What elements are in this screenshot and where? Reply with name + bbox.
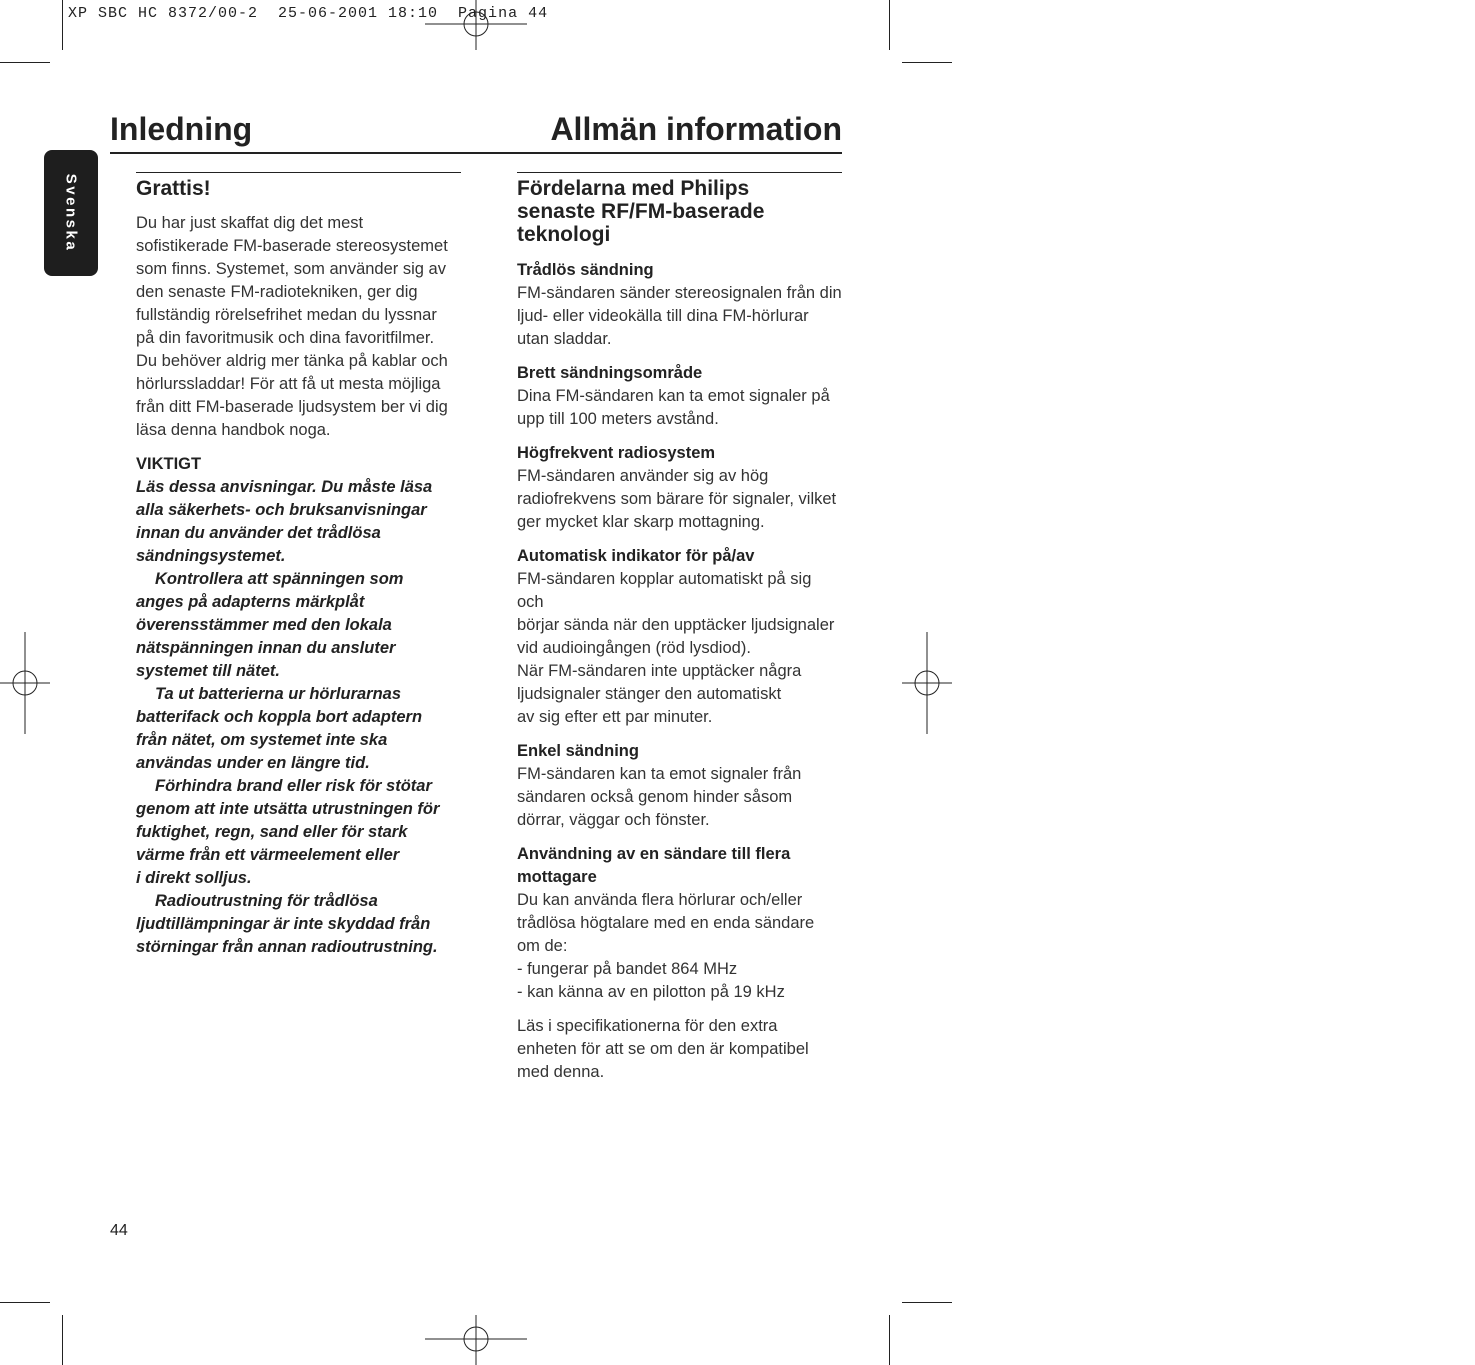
feature-section [517, 740, 842, 832]
important-notice [136, 453, 461, 959]
feature-title: Användning av en sändare till flera [517, 845, 791, 863]
text-line: anges på adapterns märkplåt [136, 593, 365, 611]
text-line: FM-sändaren kopplar automatiskt på sig och [517, 570, 812, 611]
page-number: 44 [110, 1222, 128, 1239]
text-line: med denna. [517, 1063, 605, 1081]
feature-section [517, 545, 842, 729]
text-line: Förhindra brand eller risk för stötar [155, 777, 432, 795]
congrats-heading: Grattis! [136, 177, 211, 200]
text-line: från nätet, om systemet inte ska [136, 731, 388, 749]
feature-title: mottagare [517, 868, 597, 886]
text-line: om de: [517, 937, 568, 955]
text-line: nätspänningen innan du ansluter [136, 639, 396, 657]
registration-mark-icon [425, 0, 527, 50]
text-line: Dina FM-sändaren kan ta emot signaler på [517, 387, 830, 405]
benefits-heading [517, 177, 842, 246]
print-slug: XP SBC HC 8372/00-2 25-06-2001 18:10 Pagina 44 [68, 5, 549, 22]
text-line: ger mycket klar skarp mottagning. [517, 513, 765, 531]
language-tab-label: Svenska [62, 173, 80, 253]
text-line: radiofrekvens som bärare för signaler, vilket [517, 490, 837, 508]
right-column [517, 172, 842, 1084]
feature-title: Enkel sändning [517, 742, 639, 760]
feature-title: Trådlös sändning [517, 261, 654, 279]
text-line: genom att inte utsätta utrustningen för [136, 800, 440, 818]
text-line: systemet till nätet. [136, 662, 280, 680]
text-line: alla säkerhets- och bruksanvisningar [136, 501, 427, 519]
heading-line: Fördelarna med Philips [517, 177, 750, 200]
text-line: läsa denna handbok noga. [136, 421, 331, 439]
text-line: Du kan använda flera hörlurar och/eller [517, 891, 803, 909]
left-column [136, 172, 461, 959]
text-line: ljudtillämpningar är inte skyddad från [136, 915, 431, 933]
page-header [110, 108, 842, 154]
feature-section [517, 843, 842, 1004]
text-line: störningar från annan radioutrustning. [136, 938, 438, 956]
feature-section [517, 259, 842, 351]
text-line: Du har just skaffat dig det mest [136, 214, 364, 232]
crop-mark [902, 1302, 952, 1303]
text-line: upp till 100 meters avstånd. [517, 410, 719, 428]
text-line: av sig efter ett par minuter. [517, 708, 713, 726]
text-line: fuktighet, regn, sand eller för stark [136, 823, 408, 841]
text-line: som finns. Systemet, som använder sig av [136, 260, 446, 278]
crop-mark [889, 1315, 890, 1365]
text-line: Ta ut batterierna ur hörlurarnas [155, 685, 402, 703]
text-line: överensstämmer med den lokala [136, 616, 392, 634]
text-line: värme från ett värmeelement eller [136, 846, 400, 864]
text-line: sändaren också genom hinder såsom [517, 788, 793, 806]
feature-title: Högfrekvent radiosystem [517, 444, 716, 462]
text-line: dörrar, väggar och fönster. [517, 811, 710, 829]
heading-line: teknologi [517, 223, 611, 246]
text-line: vid audioingången (röd lysdiod). [517, 639, 751, 657]
text-line: Läs i specifikationerna för den extra [517, 1017, 778, 1035]
text-line: fullständig rörelsefrihet medan du lyssnar [136, 306, 437, 324]
crop-mark [0, 62, 50, 63]
text-line: sofistikerade FM-baserade stereosystemet [136, 237, 448, 255]
text-line: den senaste FM-radiotekniken, ger dig [136, 283, 418, 301]
text-line: sändningsystemet. [136, 547, 286, 565]
crop-mark [62, 1315, 63, 1365]
crop-mark [889, 0, 890, 50]
text-line: användas under en längre tid. [136, 754, 370, 772]
text-line: utan sladdar. [517, 330, 612, 348]
closing-paragraph [517, 1015, 842, 1084]
crop-mark [902, 62, 952, 63]
feature-section [517, 362, 842, 431]
text-line: ljud- eller videokälla till dina FM-hörlurar [517, 307, 809, 325]
text-line: - kan känna av en pilotton på 19 kHz [517, 983, 785, 1001]
section-title-right: Allmän information [550, 111, 842, 147]
text-line: När FM-sändaren inte upptäcker några [517, 662, 802, 680]
text-line: trådlösa högtalare med en enda sändare [517, 914, 815, 932]
text-line: FM-sändaren använder sig av hög [517, 467, 769, 485]
crop-mark [62, 0, 63, 50]
registration-mark-icon [0, 632, 50, 734]
text-line: i direkt solljus. [136, 869, 252, 887]
text-line: Radioutrustning för trådlösa [155, 892, 378, 910]
feature-title: Automatisk indikator för på/av [517, 547, 755, 565]
text-line: - fungerar på bandet 864 MHz [517, 960, 738, 978]
text-line: börjar sända när den upptäcker ljudsignaler [517, 616, 835, 634]
section-title-left: Inledning [110, 111, 253, 147]
heading-line: senaste RF/FM-baserade [517, 200, 765, 223]
text-line: enheten för att se om den är kompatibel [517, 1040, 809, 1058]
registration-mark-icon [425, 1315, 527, 1365]
intro-paragraph [136, 212, 461, 442]
feature-section [517, 442, 842, 534]
text-line: Läs dessa anvisningar. Du måste läsa [136, 478, 433, 496]
registration-mark-icon [902, 632, 952, 734]
important-heading: VIKTIGT [136, 455, 202, 473]
text-line: hörlurssladdar! För att få ut mesta möjliga [136, 375, 441, 393]
text-line: ljudsignaler stänger den automatiskt [517, 685, 782, 703]
text-line: Kontrollera att spänningen som [155, 570, 404, 588]
feature-title: Brett sändningsområde [517, 364, 703, 382]
text-line: FM-sändaren kan ta emot signaler från [517, 765, 802, 783]
text-line: Du behöver aldrig mer tänka på kablar och [136, 352, 448, 370]
text-line: på din favoritmusik och dina favoritfilmer. [136, 329, 435, 347]
text-line: FM-sändaren sänder stereosignalen från din [517, 284, 842, 302]
text-line: från ditt FM-baserade ljudsystem ber vi dig [136, 398, 448, 416]
text-line: batterifack och koppla bort adaptern [136, 708, 423, 726]
language-tab [44, 150, 98, 276]
text-line: innan du använder det trådlösa [136, 524, 381, 542]
crop-mark [0, 1302, 50, 1303]
